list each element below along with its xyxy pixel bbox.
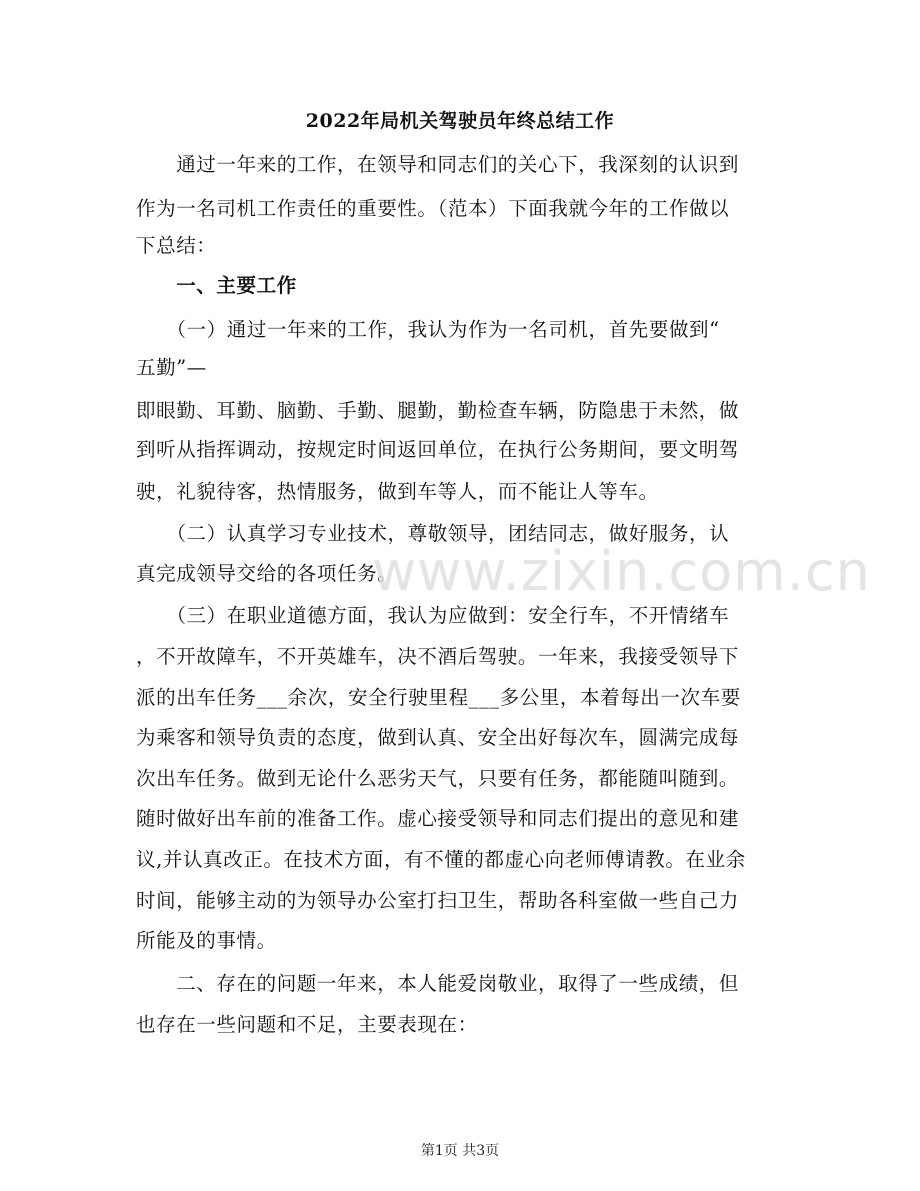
body-line: 五勤”— xyxy=(136,356,207,379)
page-footer: 第1页 共3页 xyxy=(420,1143,500,1159)
body-line: 也存在一些问题和不足，主要表现在： xyxy=(136,1013,478,1036)
body-line: 派的出车任务___余次，安全行驶里程___多公里，本着每出一次车要 xyxy=(136,686,741,709)
watermark: www.zixin.com.cn xyxy=(372,540,871,603)
body-line: 即眼勤、耳勤、脑勤、手勤、腿勤，勤检查车辆，防隐患于未然，做 xyxy=(136,399,740,422)
body-line: 所能及的事情。 xyxy=(136,929,277,952)
body-line: 通过一年来的工作，在领导和同志们的关心下，我深刻的认识到 xyxy=(136,153,740,176)
body-line: 作为一名司机工作责任的重要性。（范本）下面我就今年的工作做以 xyxy=(136,197,730,220)
body-line: 真完成领导交给的各项任务。 xyxy=(136,562,398,585)
body-line: 二、存在的问题一年来，本人能爱岗敬业，取得了一些成绩，但 xyxy=(136,972,740,995)
document-title: 2022年局机关驾驶员年终总结工作 xyxy=(305,110,615,132)
body-line: 时间，能够主动的为领导办公室打扫卫生，帮助各科室做一些自己力 xyxy=(136,889,740,912)
body-line: 议,并认真改正。在技术方面，有不懂的都虚心向老师傅请教。在业余 xyxy=(136,848,746,871)
body-line: （一）通过一年来的工作，我认为作为一名司机，首先要做到“ xyxy=(136,318,720,341)
body-line: （三）在职业道德方面，我认为应做到：安全行车，不开情绪车 xyxy=(136,604,730,627)
section-heading: 一、主要工作 xyxy=(136,274,297,297)
body-line: 驶，礼貌待客，热情服务，做到车等人，而不能让人等车。 xyxy=(136,480,659,503)
body-line: 随时做好出车前的准备工作。虚心接受领导和同志们提出的意见和建 xyxy=(136,807,740,830)
body-line: 到听从指挥调动，按规定时间返回单位，在执行公务期间，要文明驾 xyxy=(136,438,740,461)
body-line: ，不开故障车，不开英雄车，决不酒后驾驶。一年来，我接受领导下 xyxy=(136,645,740,668)
body-line: 下总结： xyxy=(136,234,217,257)
body-line: 为乘客和领导负责的态度，做到认真、安全出好每次车，圆满完成每 xyxy=(136,726,740,749)
body-line: （二）认真学习专业技术，尊敬领导，团结同志，做好服务，认 xyxy=(136,522,730,545)
body-line: 次出车任务。做到无论什么恶劣天气，只要有任务，都能随叫随到。 xyxy=(136,767,740,790)
